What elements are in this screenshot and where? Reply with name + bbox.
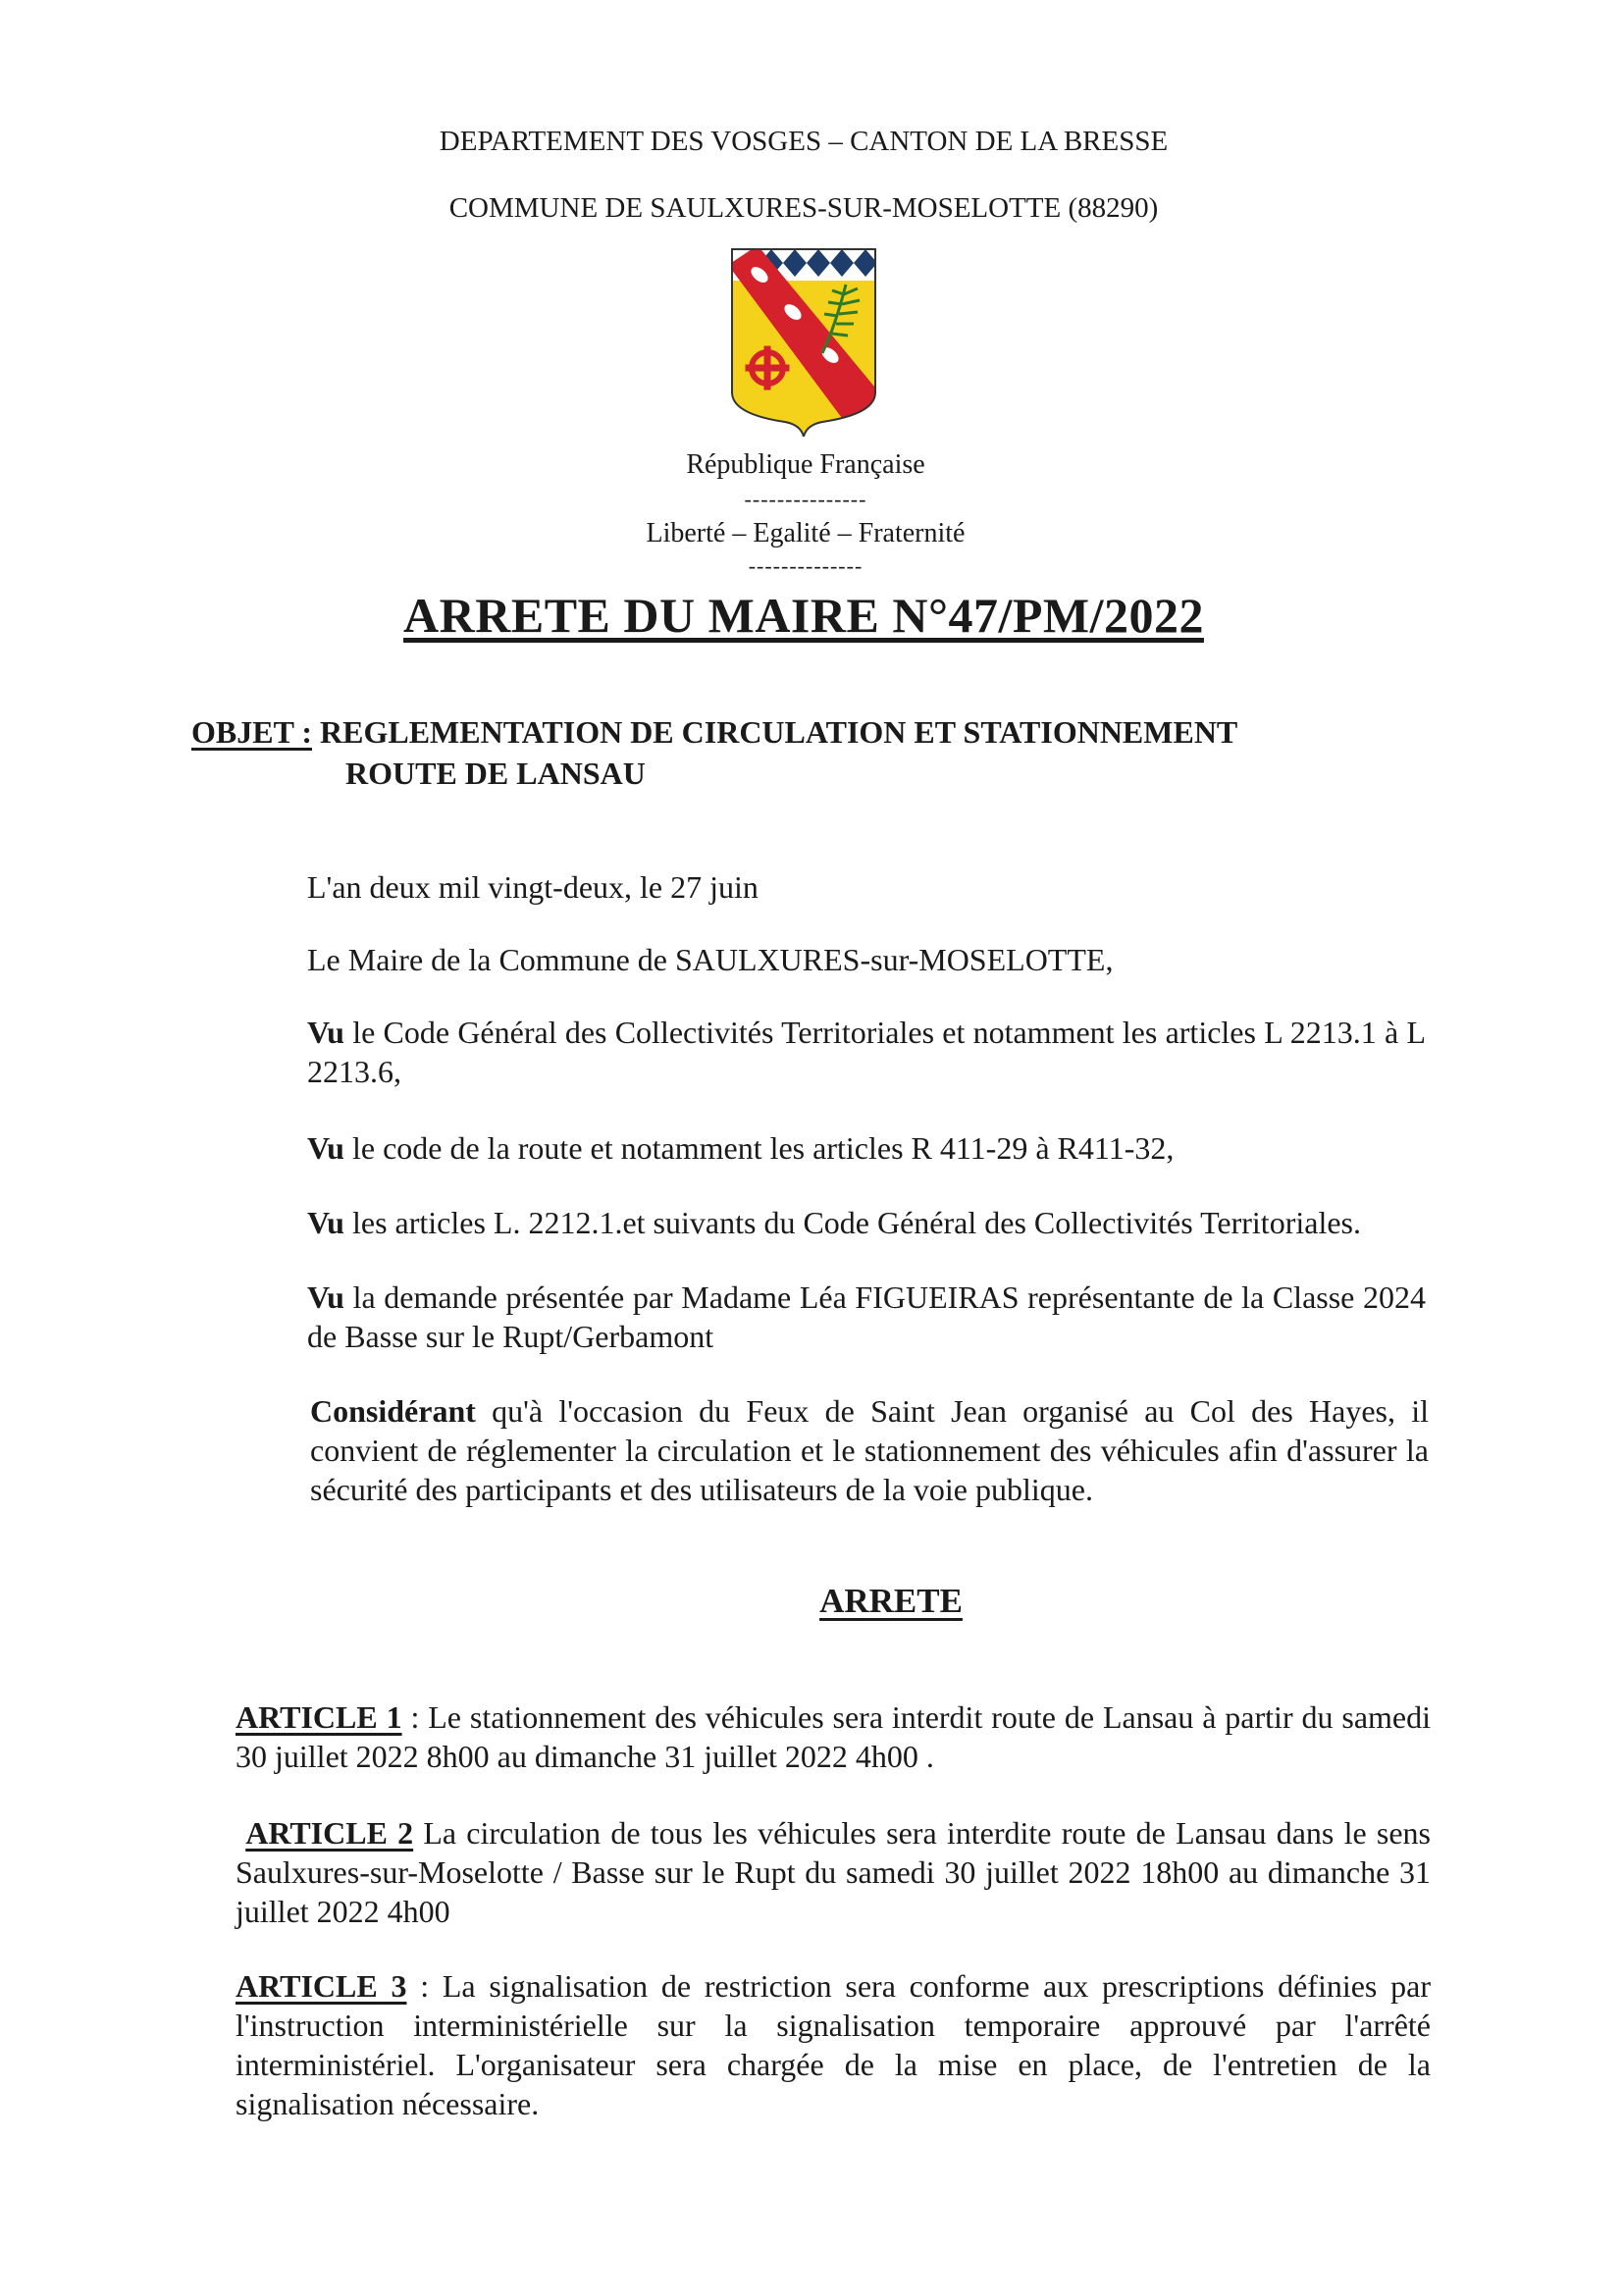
article-sep: [413, 1815, 423, 1851]
vu-label: Vu: [307, 1015, 344, 1050]
objet-label: OBJET :: [191, 714, 312, 750]
objet-line1: REGLEMENTATION DE CIRCULATION ET STATIONNEMENT: [320, 714, 1238, 750]
article-sep: :: [401, 1699, 429, 1735]
vu-text: les articles L. 2212.1.et suivants du Code Général des Collectivités Territoriales.: [343, 1205, 1361, 1240]
considerant-paragraph: [310, 1391, 1429, 1509]
article-label: ARTICLE 3: [236, 1968, 407, 2004]
republic-motto: Liberté – Egalité – Fraternité: [646, 518, 966, 548]
article-text: La circulation de tous les véhicules sera interdite route de Lansau dans le sens Saulxures-sur-Moselotte / Basse sur le Rupt du samedi 30 juillet 2022 18h00 au dimanche 31 juillet 2022 4h00: [236, 1815, 1432, 1929]
article-3: [236, 1966, 1431, 2123]
article-1: [236, 1697, 1431, 1776]
vu-label: Vu: [307, 1279, 344, 1315]
vu-label: Vu: [307, 1130, 344, 1166]
considerant-text: qu'à l'occasion du Feux de Saint Jean organisé au Col des Hayes, il convient de réglementer la circulation et le stationnement des véhicules afin d'assurer la sécurité des participants et des utilisateurs de la voie publique.: [310, 1393, 1429, 1507]
article-label: ARTICLE 1: [236, 1699, 402, 1735]
article-sep: :: [406, 1968, 443, 2004]
considerant-label: Considérant: [310, 1393, 476, 1429]
vu-paragraph-2: [307, 1128, 1426, 1168]
preamble-mayor: Le Maire de la Commune de SAULXURES-sur-MOSELOTTE,: [307, 942, 1114, 977]
vu-paragraph-4: [307, 1278, 1426, 1356]
article-text: La signalisation de restriction sera conforme aux prescriptions définies par l'instruction interministérielle sur la signalisation temporaire approuvé par l'arrêté interministériel. L'organisateur sera chargée de la mise en place, de l'entretien de la signalisation nécessaire.: [236, 1968, 1431, 2121]
arrete-heading: ARRETE: [819, 1582, 963, 1620]
dashes-separator: ---------------: [744, 487, 867, 511]
vu-text: le code de la route et notamment les articles R 411-29 à R411-32,: [343, 1130, 1175, 1166]
article-label: ARTICLE 2: [245, 1815, 414, 1851]
objet-block: [191, 714, 1237, 751]
vu-label: Vu: [307, 1205, 344, 1240]
document-title: ARRETE DU MAIRE N°47/PM/2022: [403, 588, 1204, 643]
coat-of-arms-icon: [728, 245, 879, 437]
department-line: DEPARTEMENT DES VOSGES – CANTON DE LA BRESSE: [439, 126, 1169, 157]
republic-name: République Française: [686, 449, 925, 480]
vu-paragraph-3: [307, 1203, 1426, 1242]
vu-text: la demande présentée par Madame Léa FIGUEIRAS représentante de la Classe 2024 de Basse sur le Rupt/Gerbamont: [307, 1279, 1426, 1354]
vu-paragraph-1: [307, 1013, 1426, 1091]
article-text: Le stationnement des véhicules sera interdit route de Lansau à partir du samedi 30 juillet 2022 8h00 au dimanche 31 juillet 2022 4h00 .: [236, 1699, 1432, 1774]
article-2: [236, 1813, 1431, 1931]
vu-text: le Code Général des Collectivités Territoriales et notamment les articles L 2213.1 à L 2213.6,: [307, 1015, 1426, 1089]
commune-line: COMMUNE DE SAULXURES-SUR-MOSELOTTE (88290): [448, 192, 1159, 224]
preamble-date: L'an deux mil vingt-deux, le 27 juin: [307, 869, 759, 905]
objet-line2: ROUTE DE LANSAU: [345, 756, 646, 791]
dashes-separator: --------------: [748, 553, 864, 578]
